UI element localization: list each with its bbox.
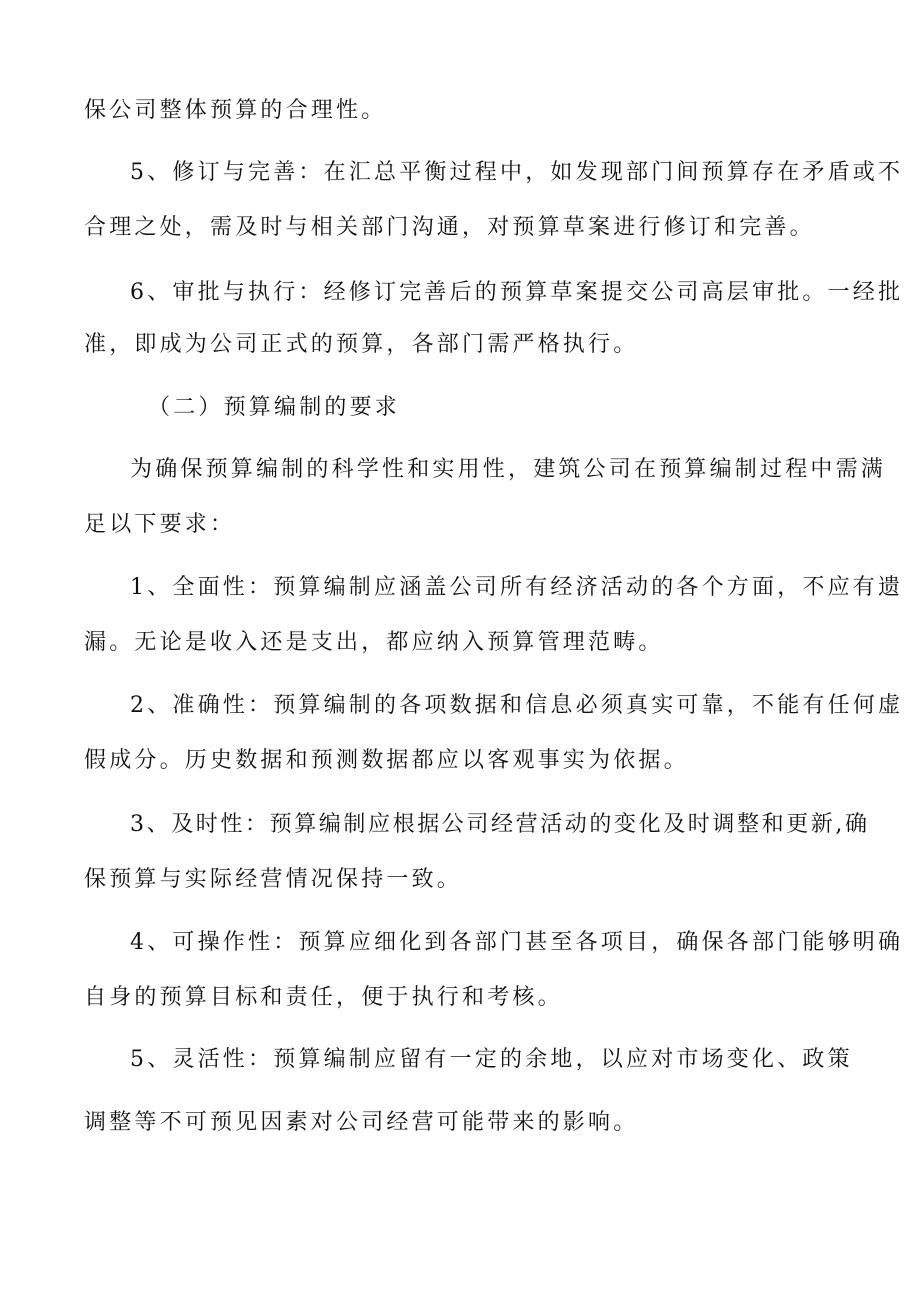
paragraph-line: 自身的预算目标和责任，便于执行和考核。 (84, 985, 563, 1010)
paragraph-line: 假成分。历史数据和预测数据都应以客观事实为依据。 (84, 748, 689, 773)
paragraph-line: 4、可操作性：预算应细化到各部门甚至各项目，确保各部门能够明确 (130, 930, 904, 955)
paragraph-line: 6、审批与执行：经修订完善后的预算草案提交公司高层审批。一经批 (130, 280, 904, 305)
paragraph-line: 准，即成为公司正式的预算，各部门需严格执行。 (84, 332, 639, 357)
paragraph-line: 3、及时性：预算编制应根据公司经营活动的变化及时调整和更新,确 (130, 812, 870, 837)
paragraph-line: 漏。无论是收入还是支出，都应纳入预算管理范畴。 (84, 630, 664, 655)
paragraph-line: 保公司整体预算的合理性。 (84, 98, 387, 123)
paragraph-line: 5、灵活性：预算编制应留有一定的余地，以应对市场变化、政策 (130, 1047, 853, 1072)
paragraph-line: 保预算与实际经营情况保持一致。 (84, 867, 463, 892)
paragraph-line: 调整等不可预见因素对公司经营可能带来的影响。 (84, 1110, 639, 1135)
paragraph-line: 5、修订与完善：在汇总平衡过程中，如发现部门间预算存在矛盾或不 (130, 160, 904, 185)
paragraph-line: 合理之处，需及时与相关部门沟通，对预算草案进行修订和完善。 (84, 215, 815, 240)
paragraph-line: 2、准确性：预算编制的各项数据和信息必须真实可靠，不能有任何虚 (130, 693, 904, 718)
paragraph-line: 1、全面性：预算编制应涵盖公司所有经济活动的各个方面，不应有遗 (130, 575, 904, 600)
paragraph-line: 足以下要求： (84, 512, 236, 537)
section-heading: （二）预算编制的要求 (148, 395, 401, 420)
paragraph-line: 为确保预算编制的科学性和实用性，建筑公司在预算编制过程中需满 (130, 457, 887, 482)
